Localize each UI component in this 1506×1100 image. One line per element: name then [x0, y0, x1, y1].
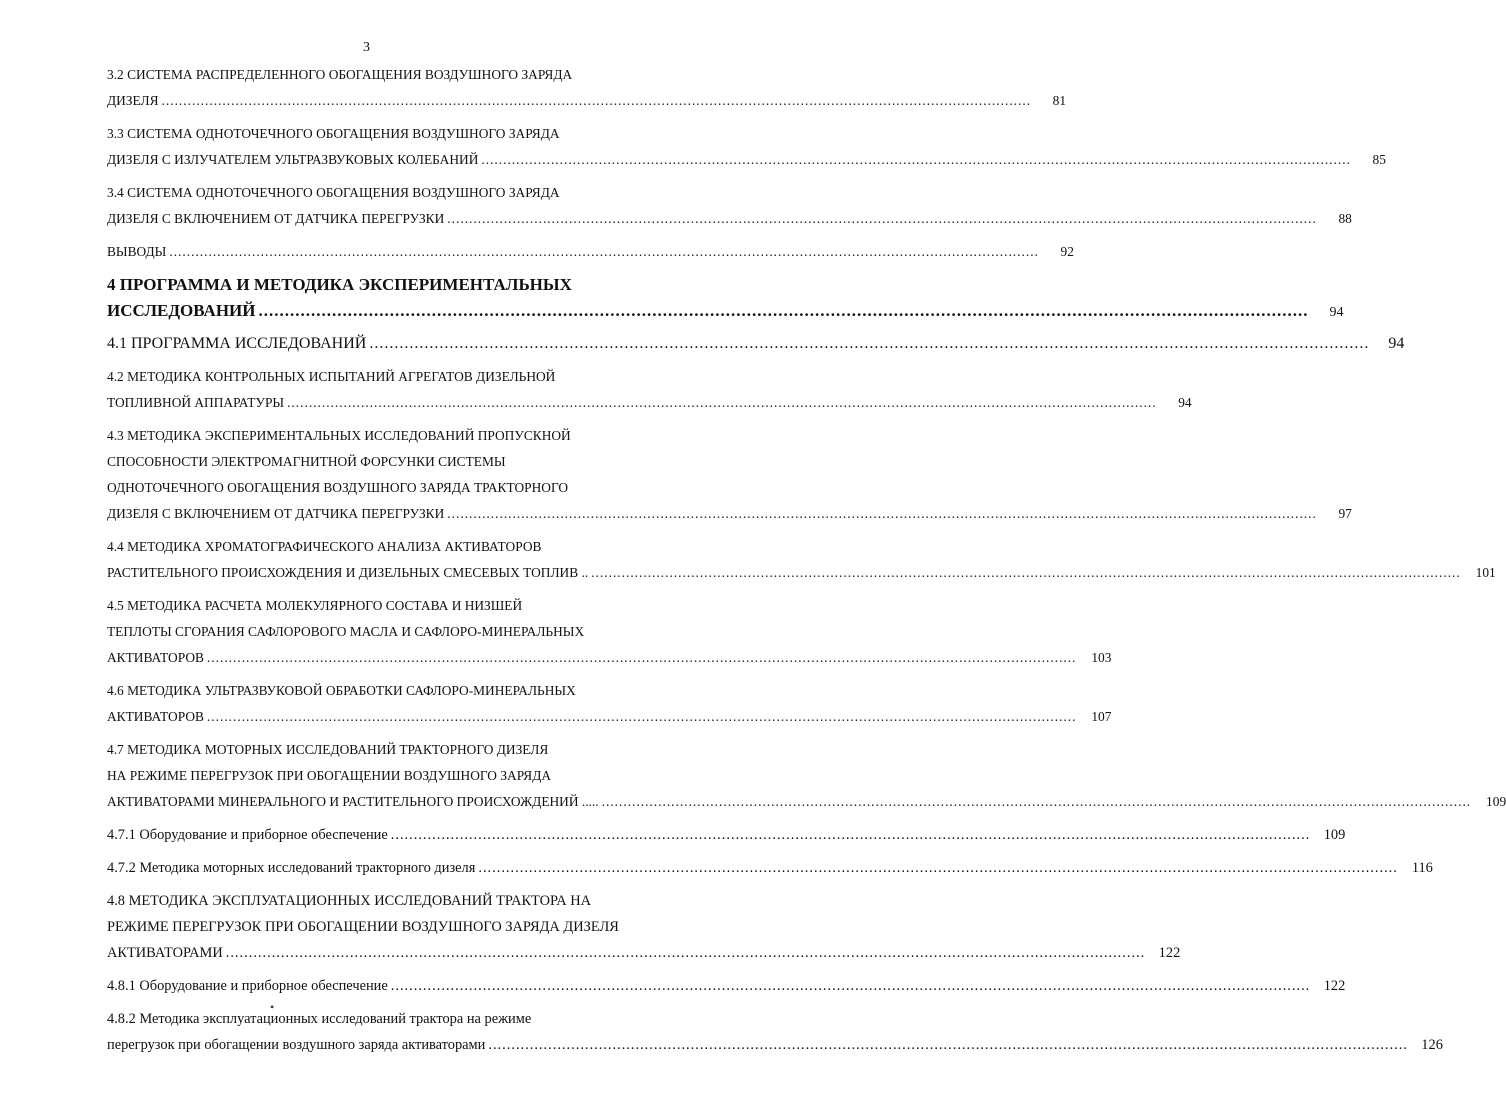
scan-speck: •: [270, 1000, 275, 1014]
toc-entry-line: [107, 1032, 1443, 1058]
toc-entry-text: 4.7.1 Оборудование и приборное обеспечение: [107, 827, 388, 843]
toc-entry-line: [107, 914, 687, 940]
page-number: 3: [363, 40, 370, 55]
toc-entry-line: [107, 973, 1346, 999]
toc-entry[interactable]: [107, 593, 1112, 671]
toc-entry-line: [107, 940, 1181, 966]
toc-page-number: 109: [1323, 827, 1346, 843]
toc-entry-line: [107, 593, 687, 619]
toc-entry-line: [107, 763, 687, 789]
toc-entry-line: [107, 62, 687, 88]
toc-entry[interactable]: [107, 737, 1506, 815]
toc-page-number: 103: [1091, 650, 1112, 665]
toc-page-number: 94: [1388, 335, 1405, 352]
toc-entry-line: [107, 678, 687, 704]
toc-page-number: 92: [1060, 244, 1074, 259]
dot-leader: ........................................................................................................................................................................................................: [447, 211, 1317, 226]
toc-entry-line: [107, 206, 1352, 232]
toc-entry[interactable]: [107, 239, 1074, 265]
toc-entry-line: [107, 645, 1112, 671]
dot-leader: ........................................................................................................................................................................................................: [161, 93, 1032, 108]
toc-entry-line: [107, 619, 687, 645]
toc-page-number: 88: [1338, 211, 1352, 226]
toc-entry-line: [107, 121, 687, 147]
toc-entry-text: РЕЖИМЕ ПЕРЕГРУЗОК ПРИ ОБОГАЩЕНИИ ВОЗДУШНОГО ЗАРЯДА ДИЗЕЛЯ: [107, 919, 619, 935]
dot-leader: ........................................................................................................................................................................................................: [258, 301, 1309, 320]
toc-entry-text: ДИЗЕЛЯ С ВКЛЮЧЕНИЕМ ОТ ДАТЧИКА ПЕРЕГРУЗКИ: [107, 211, 445, 226]
toc-entry-line: [107, 737, 687, 763]
toc-entry-text: РАСТИТЕЛЬНОГО ПРОИСХОЖДЕНИЯ И ДИЗЕЛЬНЫХ СМЕСЕВЫХ ТОПЛИВ ..: [107, 565, 589, 580]
toc-entry[interactable]: [107, 855, 1433, 881]
toc-entry-text: АКТИВАТОРОВ: [107, 650, 204, 665]
toc-entry-line: [107, 364, 687, 390]
toc-entry[interactable]: [107, 888, 1181, 966]
dot-leader: ........................................................................................................................................................................................................: [225, 945, 1146, 961]
toc-page-number: 122: [1323, 978, 1346, 994]
toc-entry-text: 3.4 СИСТЕМА ОДНОТОЧЕЧНОГО ОБОГАЩЕНИЯ ВОЗДУШНОГО ЗАРЯДА: [107, 185, 560, 200]
dot-leader: ........................................................................................................................................................................................................: [478, 860, 1398, 876]
toc-entry-line: [107, 1006, 687, 1032]
toc-page-number: 116: [1411, 860, 1433, 876]
toc-entry-line: [107, 855, 1433, 881]
toc-entry-line: [107, 475, 687, 501]
toc-entry[interactable]: [107, 678, 1112, 730]
toc-entry-line: [107, 704, 1112, 730]
toc-entry[interactable]: [107, 822, 1346, 848]
toc-entry-line: [107, 298, 1344, 324]
dot-leader: ........................................................................................................................................................................................................: [206, 709, 1077, 724]
toc-entry-line: [107, 560, 1496, 586]
toc-page-number: 81: [1052, 93, 1067, 108]
toc-page-number: 122: [1158, 945, 1181, 961]
toc-entry[interactable]: [107, 364, 1192, 416]
toc-page-number: 107: [1091, 709, 1112, 724]
toc-entry[interactable]: [107, 180, 1352, 232]
toc-entry-text: 4.7.2 Методика моторных исследований тракторного дизеля: [107, 860, 476, 876]
toc-entry-text: АКТИВАТОРОВ: [107, 709, 204, 724]
toc-entry-text: ВЫВОДЫ: [107, 244, 167, 259]
toc-entry-text: ДИЗЕЛЯ: [107, 93, 159, 108]
dot-leader: ........................................................................................................................................................................................................: [206, 650, 1077, 665]
toc-entry[interactable]: [107, 121, 1386, 173]
toc-entry-line: [107, 449, 687, 475]
toc-entry-text: 4.7 МЕТОДИКА МОТОРНЫХ ИССЛЕДОВАНИЙ ТРАКТОРНОГО ДИЗЕЛЯ: [107, 742, 549, 757]
toc-page-number: 94: [1329, 305, 1344, 320]
toc-page-number: 101: [1475, 565, 1496, 580]
dot-leader: ........................................................................................................................................................................................................: [481, 152, 1351, 167]
dot-leader: ........................................................................................................................................................................................................: [169, 244, 1039, 259]
toc-entry-line: [107, 147, 1386, 173]
toc-entry[interactable]: [107, 62, 1067, 114]
toc-entry[interactable]: [107, 1006, 1443, 1058]
toc-entry[interactable]: [107, 331, 1405, 357]
toc-page-number: 85: [1372, 152, 1386, 167]
toc-entry-text: ТЕПЛОТЫ СГОРАНИЯ САФЛОРОВОГО МАСЛА И САФЛОРО-МИНЕРАЛЬНЫХ: [107, 624, 585, 639]
toc-entry-text: АКТИВАТОРАМИ: [107, 945, 223, 961]
toc-entry-text: перегрузок при обогащении воздушного заряда активаторами: [107, 1037, 486, 1053]
toc-entry-text: 3.2 СИСТЕМА РАСПРЕДЕЛЕННОГО ОБОГАЩЕНИЯ ВОЗДУШНОГО ЗАРЯДА: [107, 67, 573, 82]
toc-entry-line: [107, 534, 687, 560]
toc-entry-line: [107, 390, 1192, 416]
toc-entry-text: НА РЕЖИМЕ ПЕРЕГРУЗОК ПРИ ОБОГАЩЕНИИ ВОЗДУШНОГО ЗАРЯДА: [107, 768, 552, 783]
toc-entry-line: [107, 888, 687, 914]
toc-entry-text: 4.8 МЕТОДИКА ЭКСПЛУАТАЦИОННЫХ ИССЛЕДОВАНИЙ ТРАКТОРА НА: [107, 893, 591, 909]
toc-entry-line: [107, 239, 1074, 265]
toc-page-number: 109: [1486, 794, 1506, 809]
toc-entry-text: 4.1 ПРОГРАММА ИССЛЕДОВАНИЙ: [107, 335, 367, 352]
toc-entry-text: ДИЗЕЛЯ С ИЗЛУЧАТЕЛЕМ УЛЬТРАЗВУКОВЫХ КОЛЕБАНИЙ: [107, 152, 479, 167]
dot-leader: ........................................................................................................................................................................................................: [369, 335, 1370, 352]
toc-entry-text: СПОСОБНОСТИ ЭЛЕКТРОМАГНИТНОЙ ФОРСУНКИ СИСТЕМЫ: [107, 454, 506, 469]
toc-page-number: 126: [1421, 1037, 1443, 1053]
toc-entry[interactable]: [107, 272, 1344, 324]
toc-entry-line: [107, 789, 1506, 815]
toc-entry-text: 4.5 МЕТОДИКА РАСЧЕТА МОЛЕКУЛЯРНОГО СОСТАВА И НИЗШЕЙ: [107, 598, 523, 613]
table-of-contents: [107, 62, 1506, 1065]
toc-entry-text: 4.3 МЕТОДИКА ЭКСПЕРИМЕНТАЛЬНЫХ ИССЛЕДОВАНИЙ ПРОПУСКНОЙ: [107, 428, 571, 443]
toc-entry-line: [107, 180, 687, 206]
dot-leader: ........................................................................................................................................................................................................: [591, 565, 1461, 580]
toc-entry-line: [107, 272, 687, 298]
toc-entry-text: 4 ПРОГРАММА И МЕТОДИКА ЭКСПЕРИМЕНТАЛЬНЫХ: [107, 275, 572, 294]
toc-entry-line: [107, 822, 1346, 848]
toc-entry[interactable]: [107, 973, 1346, 999]
toc-entry-line: [107, 501, 1352, 527]
toc-entry-text: 4.8.1 Оборудование и приборное обеспечение: [107, 978, 388, 994]
toc-entry-text: 4.4 МЕТОДИКА ХРОМАТОГРАФИЧЕСКОГО АНАЛИЗА АКТИВАТОРОВ: [107, 539, 542, 554]
dot-leader: ........................................................................................................................................................................................................: [447, 506, 1317, 521]
toc-entry-text: 4.2 МЕТОДИКА КОНТРОЛЬНЫХ ИСПЫТАНИЙ АГРЕГАТОВ ДИЗЕЛЬНОЙ: [107, 369, 556, 384]
toc-page-number: 94: [1178, 395, 1192, 410]
toc-entry-line: [107, 331, 1405, 357]
toc-entry[interactable]: [107, 423, 1352, 527]
toc-entry-line: [107, 423, 687, 449]
dot-leader: ........................................................................................................................................................................................................: [390, 978, 1311, 994]
toc-entry-text: ТОПЛИВНОЙ АППАРАТУРЫ: [107, 395, 285, 410]
dot-leader: ........................................................................................................................................................................................................: [287, 395, 1157, 410]
dot-leader: ........................................................................................................................................................................................................: [390, 827, 1311, 843]
toc-entry[interactable]: [107, 534, 1496, 586]
dot-leader: ........................................................................................................................................................................................................: [601, 794, 1472, 809]
dot-leader: ........................................................................................................................................................................................................: [488, 1037, 1408, 1053]
toc-entry-text: 4.8.2 Методика эксплуатационных исследований трактора на режиме: [107, 1011, 532, 1027]
toc-entry-line: [107, 88, 1067, 114]
toc-entry-text: 3.3 СИСТЕМА ОДНОТОЧЕЧНОГО ОБОГАЩЕНИЯ ВОЗДУШНОГО ЗАРЯДА: [107, 126, 560, 141]
toc-entry-text: ОДНОТОЧЕЧНОГО ОБОГАЩЕНИЯ ВОЗДУШНОГО ЗАРЯДА ТРАКТОРНОГО: [107, 480, 569, 495]
toc-entry-text: ИССЛЕДОВАНИЙ: [107, 301, 256, 320]
toc-entry-text: АКТИВАТОРАМИ МИНЕРАЛЬНОГО И РАСТИТЕЛЬНОГО ПРОИСХОЖДЕНИЙ .....: [107, 794, 599, 809]
toc-entry-text: ДИЗЕЛЯ С ВКЛЮЧЕНИЕМ ОТ ДАТЧИКА ПЕРЕГРУЗКИ: [107, 506, 445, 521]
toc-entry-text: 4.6 МЕТОДИКА УЛЬТРАЗВУКОВОЙ ОБРАБОТКИ САФЛОРО-МИНЕРАЛЬНЫХ: [107, 683, 576, 698]
toc-page-number: 97: [1338, 506, 1352, 521]
